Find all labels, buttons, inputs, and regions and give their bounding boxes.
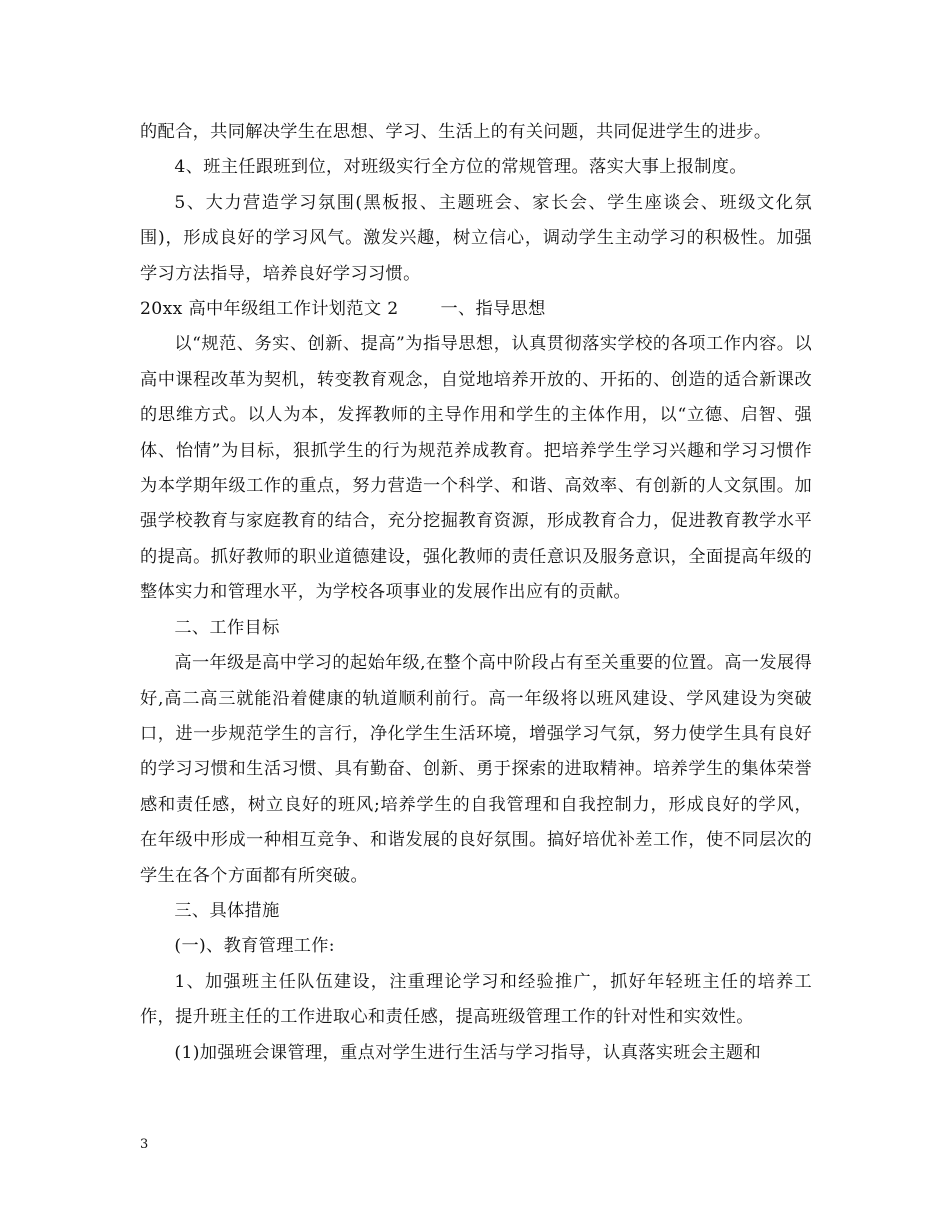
section-title: 20xx 高中年级组工作计划范文 2 [140,299,399,320]
paragraph-measure-1: 1、加强班主任队伍建设，注重理论学习和经验推广，抓好年轻班主任的培养工作，提升班主任的工作进取心和责任感，提高班级管理工作的针对性和实效性。 [140,971,812,1028]
document-body [140,115,812,1071]
heading-guiding-thought: 一、指导思想 [440,299,546,320]
paragraph-measure-1-1: (1)加强班会课管理，重点对学生进行生活与学习指导，认真落实班会主题和 [174,1042,761,1063]
heading-education-management: (一)、教育管理工作: [174,936,335,957]
page-number: 3 [140,1137,149,1152]
paragraph-guiding-thought: 以“规范、务实、创新、提高”为指导思想，认真贯彻落实学校的各项工作内容。以高中课程改革为契机，转变教育观念，自觉地培养开放的、开拓的、创造的适合新课改的思维方式。以人为本，发挥教师的主导作用和学生的主体作用，以“立德、启智、强体、怡情”为目标，狠抓学生的行为规范养成教育。把培养学生学习兴趣和学习习惯作为本学期年级工作的重点，努力营造一个科学、和谐、高效率、有创新的人文氛围。加强学校教育与家庭教育的结合，充分挖掘教育资源，形成教育合力，促进教育教学水平的提高。抓好教师的职业道德建设，强化教师的责任意识及服务意识，全面提高年级的整体实力和管理水平，为学校各项事业的发展作出应有的贡献。 [140,334,812,603]
section-title-line [140,292,812,327]
heading-specific-measures: 三、具体措施 [174,900,280,921]
paragraph-item-5: 5、大力营造学习氛围(黑板报、主题班会、家长会、学生座谈会、班级文化氛围)，形成良好的学习风气。激发兴趣，树立信心，调动学生主动学习的积极性。加强学习方法指导，培养良好学习习惯。 [140,192,812,284]
paragraph-item-4: 4、班主任跟班到位，对班级实行全方位的常规管理。落实大事上报制度。 [174,157,747,178]
heading-work-goals: 二、工作目标 [174,617,280,638]
paragraph-work-goals: 高一年级是高中学习的起始年级,在整个高中阶段占有至关重要的位置。高一发展得好,高二高三就能沿着健康的轨道顺利前行。高一年级将以班风建设、学风建设为突破口，进一步规范学生的言行，净化学生生活环境，增强学习气氛，努力使学生具有良好的学习习惯和生活习惯、具有勤奋、创新、勇于探索的进取精神。培养学生的集体荣誉感和责任感，树立良好的班风;培养学生的自我管理和自我控制力，形成良好的学风，在年级中形成一种相互竞争、和谐发展的良好氛围。搞好培优补差工作，使不同层次的学生在各个方面都有所突破。 [140,653,812,886]
paragraph-continuation: 的配合，共同解决学生在思想、学习、生活上的有关问题，共同促进学生的进步。 [140,122,772,142]
